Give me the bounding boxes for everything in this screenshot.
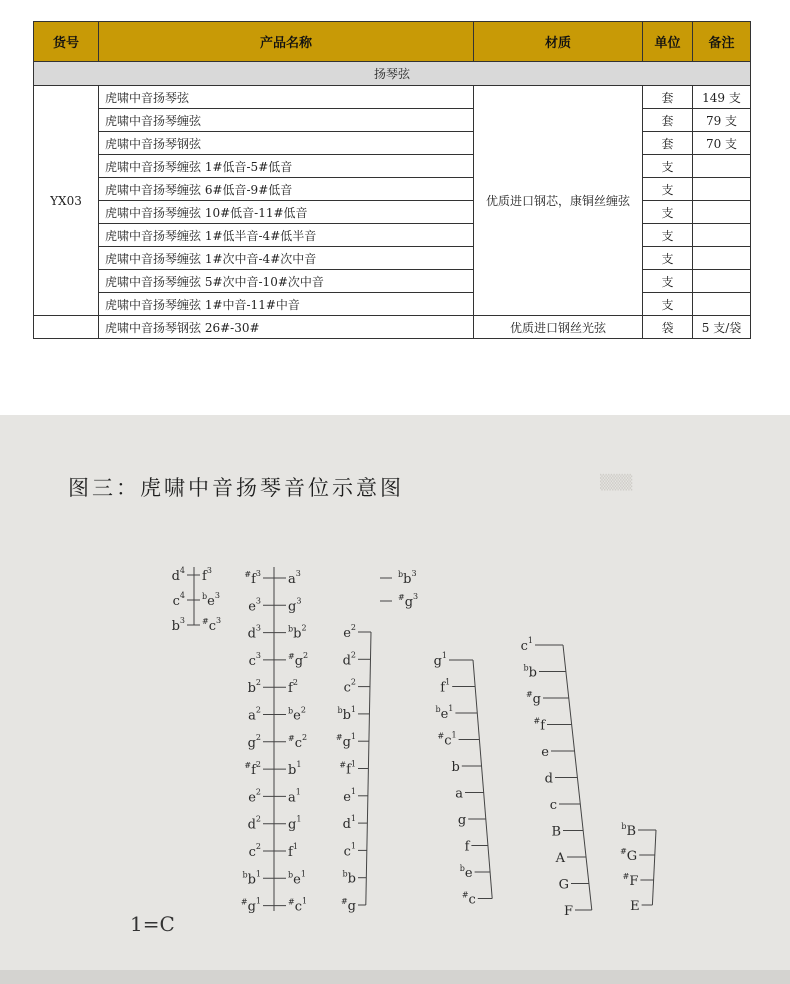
note: 5 支/袋 — [693, 316, 751, 339]
note-label: $^b$b — [523, 663, 537, 681]
note-label: $^{\#}g^1$ — [240, 896, 261, 915]
unit: 袋 — [643, 316, 693, 339]
table-row — [34, 224, 751, 247]
unit: 套 — [643, 132, 693, 155]
note — [693, 247, 751, 270]
note-label: $c^3$ — [248, 650, 261, 669]
note — [693, 293, 751, 316]
table-header-row — [34, 22, 751, 62]
note-label: $^be^2$ — [288, 705, 306, 724]
note-label: $^{\#}c^1$ — [437, 730, 457, 749]
unit: 支 — [643, 224, 693, 247]
note-label: F — [563, 904, 573, 919]
unit: 支 — [643, 178, 693, 201]
note-label: $a^2$ — [248, 705, 261, 724]
note-label: $^{\#}f^1$ — [339, 759, 356, 778]
note — [693, 178, 751, 201]
header-unit: 单位 — [643, 22, 693, 62]
note-label: #g — [525, 690, 541, 707]
price-table — [33, 21, 751, 339]
note-label: $d^2$ — [342, 650, 356, 669]
note-label: $^{\#}g^3$ — [398, 592, 419, 610]
note-label: #f — [533, 716, 545, 734]
unit: 支 — [643, 201, 693, 224]
note-label: E — [630, 899, 640, 914]
header-item-code: 货号 — [34, 22, 99, 62]
note-label: $d^1$ — [342, 814, 356, 833]
note-label: $^{\#}g^1$ — [335, 732, 356, 751]
note-label: $f^3$ — [202, 566, 212, 584]
unit: 支 — [643, 247, 693, 270]
table-row — [34, 201, 751, 224]
note-label: e — [541, 745, 549, 760]
note-label: $^be^3$ — [202, 591, 220, 609]
product-name: 虎啸中音扬琴缠弦 1#中音-11#中音 — [99, 293, 474, 316]
item-code: YX03 — [34, 86, 99, 316]
table-row — [34, 316, 751, 339]
note: 70 支 — [693, 132, 751, 155]
note-label: $e^2$ — [248, 787, 261, 806]
table-row — [34, 86, 751, 109]
note-label: $^{\#}c^3$ — [202, 616, 222, 634]
note-label: $^be^1$ — [435, 704, 454, 722]
note-label: $^be^1$ — [288, 869, 306, 888]
unit: 支 — [643, 293, 693, 316]
note-label: G — [558, 877, 569, 893]
scan-bottom-edge — [0, 970, 790, 984]
note-label: $^bb^1$ — [337, 704, 356, 723]
note-label: $g^1$ — [433, 651, 447, 669]
note-label: $c^2$ — [248, 842, 261, 860]
note-label: g — [457, 813, 467, 828]
unit: 支 — [643, 270, 693, 293]
note — [693, 201, 751, 224]
note-label: b — [451, 760, 460, 775]
product-name: 虎啸中音扬琴缠弦 — [99, 109, 474, 132]
note — [693, 224, 751, 247]
note-label: $c^4$ — [172, 591, 185, 609]
note-label: $^bb^1$ — [242, 869, 261, 888]
figure-title: 图三：虎啸中音扬琴音位示意图 — [68, 476, 404, 500]
note-label: $b^1$ — [288, 760, 302, 779]
note-label: $^{\#}c^2$ — [288, 732, 308, 751]
note-label: $e^3$ — [248, 596, 261, 615]
note-label: $g^3$ — [288, 596, 302, 615]
product-name: 虎啸中音扬琴缠弦 1#次中音-4#次中音 — [99, 247, 474, 270]
note-label: $g^2$ — [247, 732, 261, 751]
note-label: c — [549, 798, 557, 813]
table-row — [34, 155, 751, 178]
header-note: 备注 — [693, 22, 751, 62]
note-label: $^b$B — [621, 822, 636, 839]
note-label: $f^2$ — [288, 678, 298, 697]
note-label: $^b$e — [459, 864, 473, 881]
product-name: 虎啸中音扬琴钢弦 26#-30# — [99, 316, 474, 339]
note-label: #F — [622, 872, 639, 889]
note-label: $d^4$ — [171, 566, 185, 584]
note — [693, 270, 751, 293]
note-label: a — [455, 786, 463, 802]
bleed-through-mark: ▒▒▒ — [600, 475, 633, 491]
note-label: $c^2$ — [343, 677, 356, 696]
material: 优质进口钢丝光弦 — [474, 316, 643, 339]
note-label: $^{\#}c^1$ — [288, 896, 308, 915]
note-label: $b^3$ — [171, 616, 185, 634]
note-label: $f^1$ — [440, 677, 451, 696]
note-label: $f^1$ — [288, 842, 298, 860]
note-label: $^{\#}g^2$ — [288, 650, 309, 669]
category-row — [34, 62, 751, 86]
empty-cell — [34, 316, 99, 339]
product-name: 虎啸中音扬琴缠弦 10#低音-11#低音 — [99, 201, 474, 224]
note-label: $a^1$ — [288, 787, 301, 806]
note-label: $d^2$ — [247, 814, 261, 833]
header-material: 材质 — [474, 22, 643, 62]
table-row — [34, 109, 751, 132]
category-label: 扬琴弦 — [34, 62, 751, 86]
note-label: #g — [340, 897, 356, 914]
pitch-diagram — [0, 415, 790, 970]
table-row — [34, 270, 751, 293]
product-name: 虎啸中音扬琴缠弦 5#次中音-10#次中音 — [99, 270, 474, 293]
note-label: $c^1$ — [343, 841, 356, 860]
note-label: $b^2$ — [247, 678, 261, 697]
note-label: $e^1$ — [343, 786, 356, 805]
scanned-figure — [0, 415, 790, 970]
note-label: $g^1$ — [288, 814, 302, 833]
table-row — [34, 178, 751, 201]
bridge-line — [473, 660, 492, 899]
note-label: #G — [620, 847, 638, 864]
note-label: d — [544, 771, 553, 787]
note-label: #c — [461, 890, 476, 908]
note-label: $e^2$ — [343, 623, 356, 641]
product-name: 虎啸中音扬琴缠弦 1#低半音-4#低半音 — [99, 224, 474, 247]
note-label: $d^3$ — [247, 623, 261, 642]
note-label: $a^3$ — [288, 569, 301, 587]
note-label: $^bb^3$ — [398, 569, 417, 587]
header-product-name: 产品名称 — [99, 22, 474, 62]
note — [693, 155, 751, 178]
material: 优质进口钢芯，康铜丝缠弦 — [474, 86, 643, 316]
unit: 支 — [643, 155, 693, 178]
note-label: $^{\#}f^2$ — [244, 760, 261, 779]
product-name: 虎啸中音扬琴缠弦 1#低音-5#低音 — [99, 155, 474, 178]
product-name: 虎啸中音扬琴缠弦 6#低音-9#低音 — [99, 178, 474, 201]
note-label: $^b$b — [342, 869, 356, 887]
product-name: 虎啸中音扬琴钢弦 — [99, 132, 474, 155]
note-label: B — [551, 824, 561, 840]
note-label: f — [464, 839, 470, 855]
key-signature: 1=C — [130, 912, 175, 936]
note-label: $c^1$ — [520, 636, 533, 654]
product-name: 虎啸中音扬琴弦 — [99, 86, 474, 109]
note-label: $^bb^2$ — [288, 623, 307, 642]
bridge-line — [652, 830, 656, 905]
note-label: A — [555, 851, 565, 866]
unit: 套 — [643, 109, 693, 132]
table-row — [34, 132, 751, 155]
table-row — [34, 247, 751, 270]
note: 149 支 — [693, 86, 751, 109]
table-row — [34, 293, 751, 316]
unit: 套 — [643, 86, 693, 109]
note: 79 支 — [693, 109, 751, 132]
note-label: $^{\#}f^3$ — [244, 569, 261, 587]
